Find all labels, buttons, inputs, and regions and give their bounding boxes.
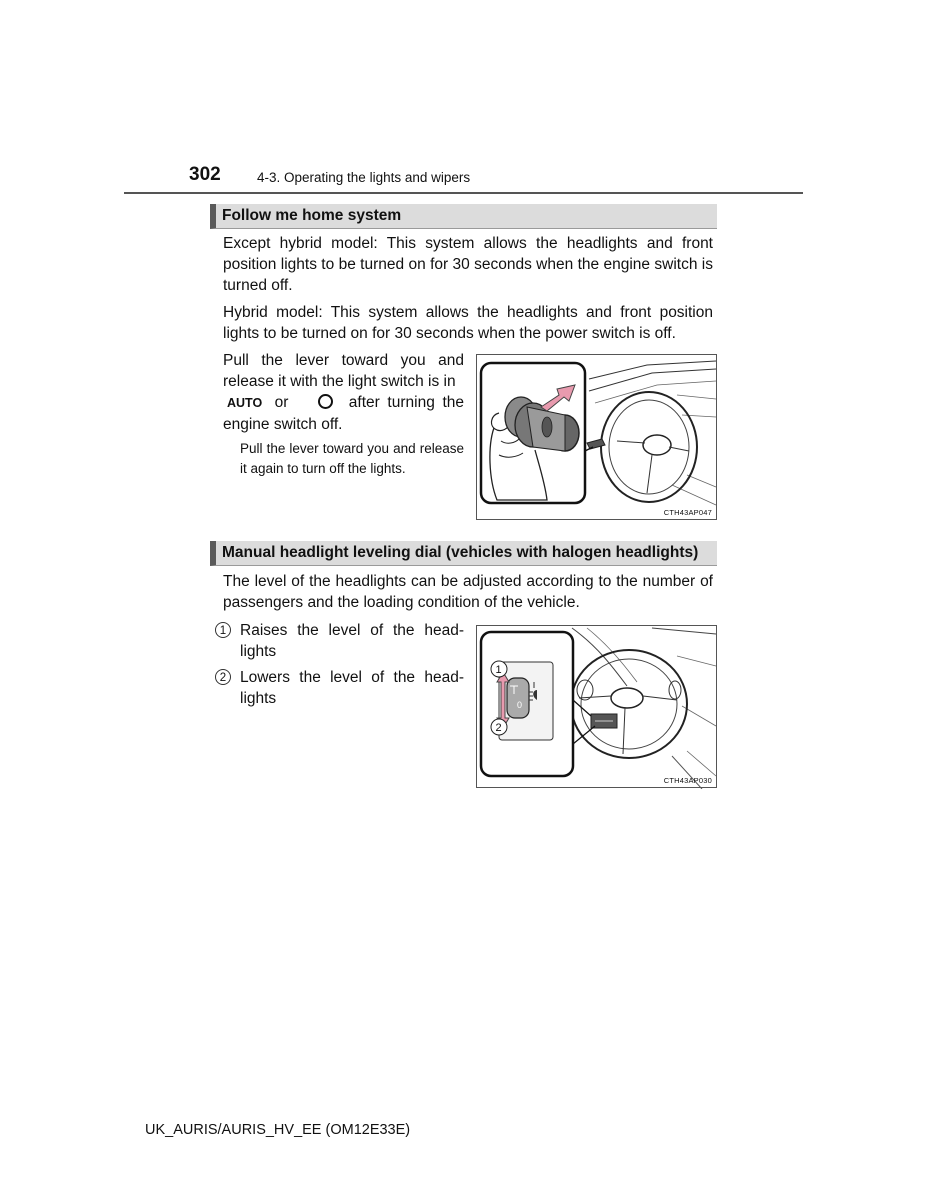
page-number: 302 — [189, 164, 221, 185]
dial-label-1: 1 — [495, 664, 502, 676]
instruction-end: after turning the engine switch off. — [223, 394, 465, 433]
follow-me-note: Pull the lever toward you and release it again to turn off the lights. — [240, 441, 464, 476]
follow-me-instruction — [223, 350, 464, 435]
or-text: or — [274, 394, 289, 411]
footer-doc-id: UK_AURIS/AURIS_HV_EE (OM12E33E) — [145, 1122, 411, 1138]
leveling-intro: The level of the headlights can be adjusted according to the number of passengers and the loading condition of the vehicle. — [223, 573, 713, 611]
light-ring-icon — [318, 394, 333, 409]
dial-scale-0: 0 — [517, 700, 523, 710]
figure-leveling-dial — [476, 625, 717, 788]
section-heading-follow-me-home: Follow me home system — [210, 204, 717, 229]
item-text-raise: Raises the level of the head-lights — [240, 622, 464, 660]
dial-label-2: 2 — [495, 722, 502, 734]
section-heading-leveling-dial: Manual headlight leveling dial (vehicles with halogen headlights) — [210, 541, 717, 566]
circled-number-2: 2 — [215, 669, 231, 685]
list-item-lower — [215, 667, 464, 709]
figure-code: CTH43AP030 — [663, 776, 712, 785]
header-rule — [124, 192, 803, 194]
follow-me-paragraph-except-hybrid: Except hybrid model: This system allows the headlights and front position lights to be turned on for 30 seconds when the engine switch is turned off. — [223, 235, 713, 294]
dial-illustration — [477, 626, 718, 789]
follow-me-paragraph-hybrid: Hybrid model: This system allows the headlights and front position lights to be turned on for 30 seconds when the power switch is off. — [223, 304, 713, 342]
figure-code: CTH43AP047 — [663, 508, 712, 517]
list-item-raise — [215, 620, 464, 662]
section-path: 4-3. Operating the lights and wipers — [257, 170, 471, 185]
item-text-lower: Lowers the level of the head-lights — [240, 669, 464, 707]
circled-number-1: 1 — [215, 622, 231, 638]
figure-lever — [476, 354, 717, 520]
auto-label: AUTO — [227, 396, 263, 410]
instruction-start: Pull the lever toward you and release it with the light switch is in — [223, 352, 464, 390]
lever-illustration — [477, 355, 718, 521]
